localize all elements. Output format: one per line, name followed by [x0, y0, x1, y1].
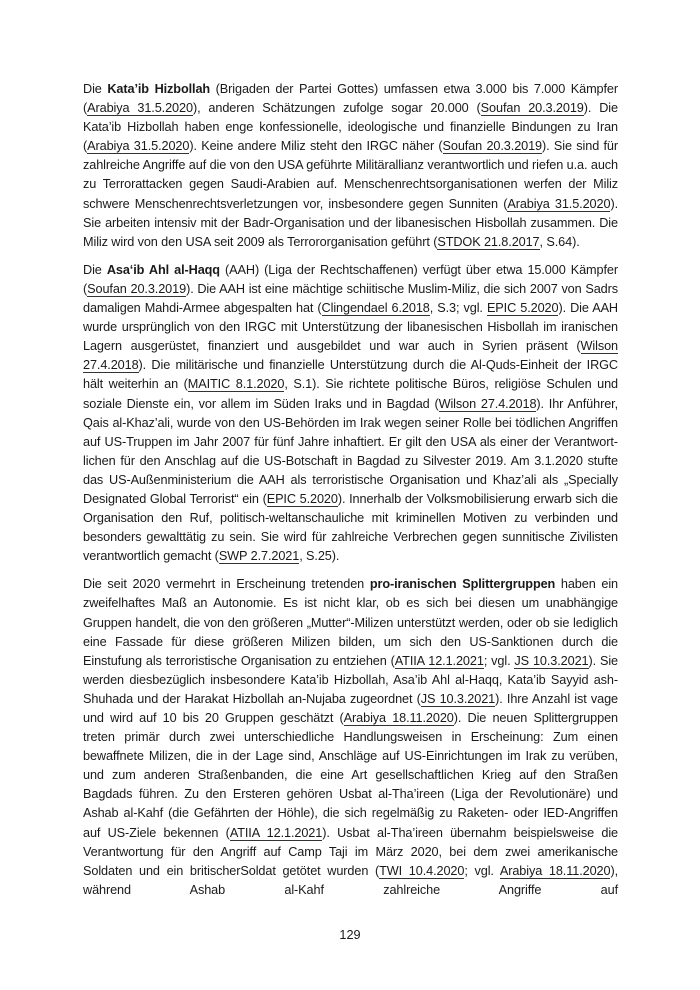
text-run: (Brigaden der Partei Gottes) umfassen etwa 3.000 bis 7.000 Kämpfer ( — [83, 82, 619, 116]
text-run: ). Sie arbeiten intensiv mit der Badr-Organisation und der libanesischen Hisbollah zusammen. Die Miliz wird von den USA seit 2009 als Terrororganisation geführt ( — [83, 196, 618, 249]
text-run: ). Die neuen Splittergruppen treten primär durch zwei unterschiedliche Handlungsweisen in Erscheinung: Zum einen bewaffnete Milizen, die in der Lage sind, Anschläge auf US-Einrichtungen im Irak zu verüben, und zum anderen Straßenbanden, die eine Art gesellschaftlichen Krieg auf den Straßen Bagdads führen. Zu den Ersteren gehören Usbat al-Tha’ireen (Liga der Revolutionäre) und Ashab al-Kahf (die Gefährten der Höhle), die sich regelmäßig zu Raketen- oder IED-Angriffen auf US-Ziele bekennen ( — [83, 711, 618, 840]
text-run: haben ein zweifelhaftes Maß an Autonomie. Es ist nicht klar, ob es sich bei diesen um unabhängige Gruppen handelt, die von den größeren „Mutter“-Milizen unterstützt werden, oder ob sie lediglich eine Fassade für diese größeren Milizen bilden, um sich den US-Sanktionen durch die Einstufung als terroristische Organisation zu entziehen ( — [83, 577, 618, 668]
page-number: 129 — [339, 928, 361, 942]
text-run: ). Sie sind für zahlreiche Angriffe auf die von den USA geführte Militärallianz verantwortlich und riefen u.a. auch zu Terrorattacken gegen Saudi-Arabien auf. Menschenrechtsorganisationen werfen der Miliz schwere Menschenrechtsverletzungen vor, insbesondere gegen Sunniten ( — [83, 139, 618, 211]
text-run: , S.3; vgl. — [429, 301, 487, 316]
bold-term: Kata’ib Hizbollah — [107, 82, 211, 96]
text-run: ). Innerhalb der Volksmobilisierung erwarb sich die Organisation den Ruf, politisch-weltanschauliche mit kriminellen Motiven zu verbinden und besonders gewalttätig zu sein. Sie wird für zahlreiche Verbrechen gegen sunnitische Zivilisten verantwortlich gemacht ( — [83, 491, 618, 564]
text-run: ; vgl. — [464, 863, 500, 878]
source-reference-link[interactable]: Wilson 27.4.2018 — [438, 396, 537, 411]
source-reference-link[interactable]: JS 10.3.2021 — [420, 691, 496, 706]
source-reference-link[interactable]: ATIIA 12.1.2021 — [394, 653, 484, 668]
paragraph-splittergruppen — [83, 575, 618, 900]
text-run: ). Usbat al-Tha’ireen übernahm beispielsweise die Verantwortung für den Angriff auf Camp Taji im März 2020, bei dem zwei amerikanische Soldaten und ein britischerSoldat getötet wurden ( — [83, 825, 619, 878]
source-reference-link[interactable]: ATIIA 12.1.2021 — [229, 825, 323, 840]
paragraph-asaib-ahl-al-haqq — [83, 261, 618, 567]
text-run: , S.1). Sie richtete politische Büros, religiöse Schulen und soziale Dienste ein, vor allem im Süden Iraks und in Bagdad ( — [83, 377, 619, 411]
text-run: ). Sie werden diesbezüglich insbesondere Kata’ib Hizbollah, Asa’ib Ahl al-Haqq, Kata’ib Sayyid ash-Shuhada und der Harakat Hizbollah an-Nujaba zugeordnet ( — [83, 653, 619, 706]
paragraph-kataib-hizbollah — [83, 80, 618, 252]
source-reference-link[interactable]: Arabiya 31.5.2020 — [87, 101, 193, 116]
source-reference-link[interactable]: Wilson 27.4.2018 — [83, 339, 618, 373]
text-run: ). Keine andere Miliz steht den IRGC näher ( — [189, 139, 443, 154]
text-run: ). Ihre Anzahl ist vage und wird auf 10 bis 20 Gruppen geschätzt ( — [83, 691, 618, 725]
source-reference-link[interactable]: Arabiya 18.11.2020 — [343, 711, 454, 725]
bold-term: pro-iranischen Splittergruppen — [369, 577, 556, 592]
source-reference-link[interactable]: MAITIC 8.1.2020 — [187, 377, 285, 392]
source-reference-link[interactable]: Clingendael 6.2018 — [321, 301, 430, 316]
text-run: ). Die militärische und finanzielle Unterstützung durch die Al-Quds-Einheit der IRGC hält weiterhin an ( — [83, 358, 618, 392]
source-reference-link[interactable]: EPIC 5.2020 — [486, 301, 559, 316]
text-run: ). Die AAH ist eine mächtige schiitische Muslim-Miliz, die sich 2007 von Sadrs damaligen Mahdi-Armee abgespalten hat ( — [83, 281, 618, 316]
text-run: ). Die AAH wurde ursprünglich von den IRGC mit Unterstützung der libanesischen Hisbollah im iranischen Lagern ausgerüstet, finanziert und ausgebildet und war auch in Syrien präsent ( — [83, 301, 618, 354]
bold-term: Asa‘ib Ahl al-Haqq — [106, 262, 220, 277]
text-run: ). Ihr Anführer, Qais al-Khaz’ali, wurde von den US-Behörden im Irak wegen seiner Rolle bei tödlichen Angriffen auf US-Truppen im Jahr 2007 für fünf Jahre inhaftiert. Er gilt den USA als einer der Verantwortlichen für den Anschlag auf die US-Botschaft in Bagdad zu Silvester 2019. Am 3.1.2020 stufte das US-Außenministerium die AAH als terroristische Organisation und Khaz’ali als „Specially Designated Global Terrorist“ ein ( — [83, 396, 619, 506]
text-run: Die seit 2020 vermehrt in Erscheinung tretenden — [83, 577, 370, 592]
text-run: ), anderen Schätzungen zufolge sogar 20.000 ( — [192, 101, 481, 116]
source-reference-link[interactable]: Arabiya 18.11.2020 — [499, 863, 611, 878]
source-reference-link[interactable]: STDOK 21.8.2017 — [437, 234, 540, 249]
text-run: ). Die Kata’ib Hizbollah haben enge konfessionelle, ideologische und finanzielle Bindungen zu Iran ( — [83, 101, 618, 154]
text-run: (AAH) (Liga der Rechtschaffenen) verfügt über etwa 15.000 Kämpfer ( — [83, 262, 618, 296]
source-reference-link[interactable]: Arabiya 31.5.2020 — [507, 196, 611, 211]
body-text — [83, 80, 618, 909]
source-reference-link[interactable]: TWI 10.4.2020 — [379, 863, 465, 878]
text-run: ), während Ashab al-Kahf zahlreiche Angriffe auf — [83, 863, 619, 897]
text-run: , S.64). — [539, 234, 580, 249]
source-reference-link[interactable]: Arabiya 31.5.2020 — [87, 139, 190, 154]
source-reference-link[interactable]: Soufan 20.3.2019 — [87, 281, 187, 296]
text-run: Die — [83, 82, 108, 96]
source-reference-link[interactable]: Soufan 20.3.2019 — [480, 101, 584, 116]
source-reference-link[interactable]: Soufan 20.3.2019 — [442, 139, 543, 154]
source-reference-link[interactable]: SWP 2.7.2021 — [218, 549, 300, 564]
text-run: ; vgl. — [483, 653, 515, 668]
source-reference-link[interactable]: EPIC 5.2020 — [266, 491, 338, 506]
text-run: Die — [83, 262, 107, 277]
text-run: , S.25). — [299, 549, 340, 564]
source-reference-link[interactable]: JS 10.3.2021 — [514, 653, 589, 668]
